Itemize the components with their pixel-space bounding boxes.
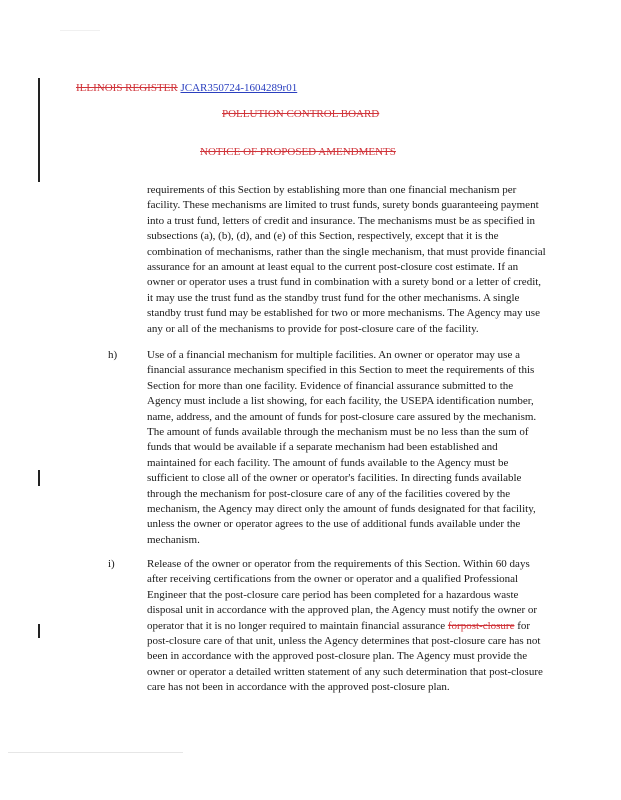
subsection-i-text-before: Release of the owner or operator from the requirements of this Section. Within 60 days after receiving certifications from the owner or operator and a qualified Professional Engineer that the post-closure care period has been completed for a hazardous waste disposal unit in accordance with the approved plan, the Agency must notify the owner or operator that it is no longer required to maintain financial assurance — [147, 558, 538, 632]
subsection-i-text — [147, 557, 547, 696]
register-deleted-text: ILLINOIS REGISTER — [76, 82, 178, 94]
subsection-h-label: h) — [108, 349, 118, 361]
footer-rule — [8, 752, 183, 753]
board-header: POLLUTION CONTROL BOARD — [222, 108, 380, 120]
change-bar — [38, 470, 40, 486]
subsection-h-text: Use of a financial mechanism for multiple facilities. An owner or operator may use a financial assurance mechanism specified in this Section to meet the requirements of this Section for more than one facility. Evidence of financial assurance submitted to the Agency must include a list showing, for each facility, the USEPA identification number, name, address, and the amount of funds for post-closure care assured by the mechanism. The amount of funds available through the mechanism must be no less than the sum of funds that would be available if a separate mechanism had been established and maintained for each facility. The amount of funds available to the Agency must be sufficient to close all of the owner or operator's facilities. In directing funds available through the mechanism for post-closure care of any of the facilities covered by the mechanism, the Agency may direct only the amount of funds designated for that facility, unless the owner or operator agrees to the use of additional funds available under the mechanism. — [147, 349, 537, 546]
continuation-paragraph: requirements of this Section by establishing more than one financial mechanism per facility. These mechanisms are limited to trust funds, surety bonds guaranteeing payment into a trust fund, letters of credit and insurance. The mechanisms must be as specified in subsections (a), (b), (d), and (e) of this Section, respectively, except that it is the combination of mechanisms, rather than the single mechanism, that must provide financial assurance for an amount at least equal to the current post-closure cost estimate. If an owner or operator uses a trust fund in combination with a surety bond or a letter of credit, it may use the trust fund as the standby trust fund for the other mechanisms. A single standby trust fund may be established for two or more mechanisms. The Agency may use any or all of the mechanisms to provide for post-closure care of the facility. — [147, 184, 546, 335]
register-inserted-text: JCAR350724-1604289r01 — [180, 82, 298, 94]
register-header — [76, 82, 297, 94]
change-bar — [38, 624, 40, 638]
subsection-i-text-after: for post-closure care of that unit, unless the Agency determines that post-closure care has not been in accordance with the approved post-closure plan. The Agency must provide the owner or operator a detailed written statement of any such determination that post-closure care has not been in accordance with the approved post-closure plan. — [147, 619, 543, 694]
change-bar — [38, 78, 40, 182]
scan-mark — [60, 30, 100, 31]
notice-header: NOTICE OF PROPOSED AMENDMENTS — [200, 146, 396, 158]
subsection-i-deleted-text: forpost-closure — [447, 619, 515, 632]
subsection-i-label: i) — [108, 558, 115, 570]
